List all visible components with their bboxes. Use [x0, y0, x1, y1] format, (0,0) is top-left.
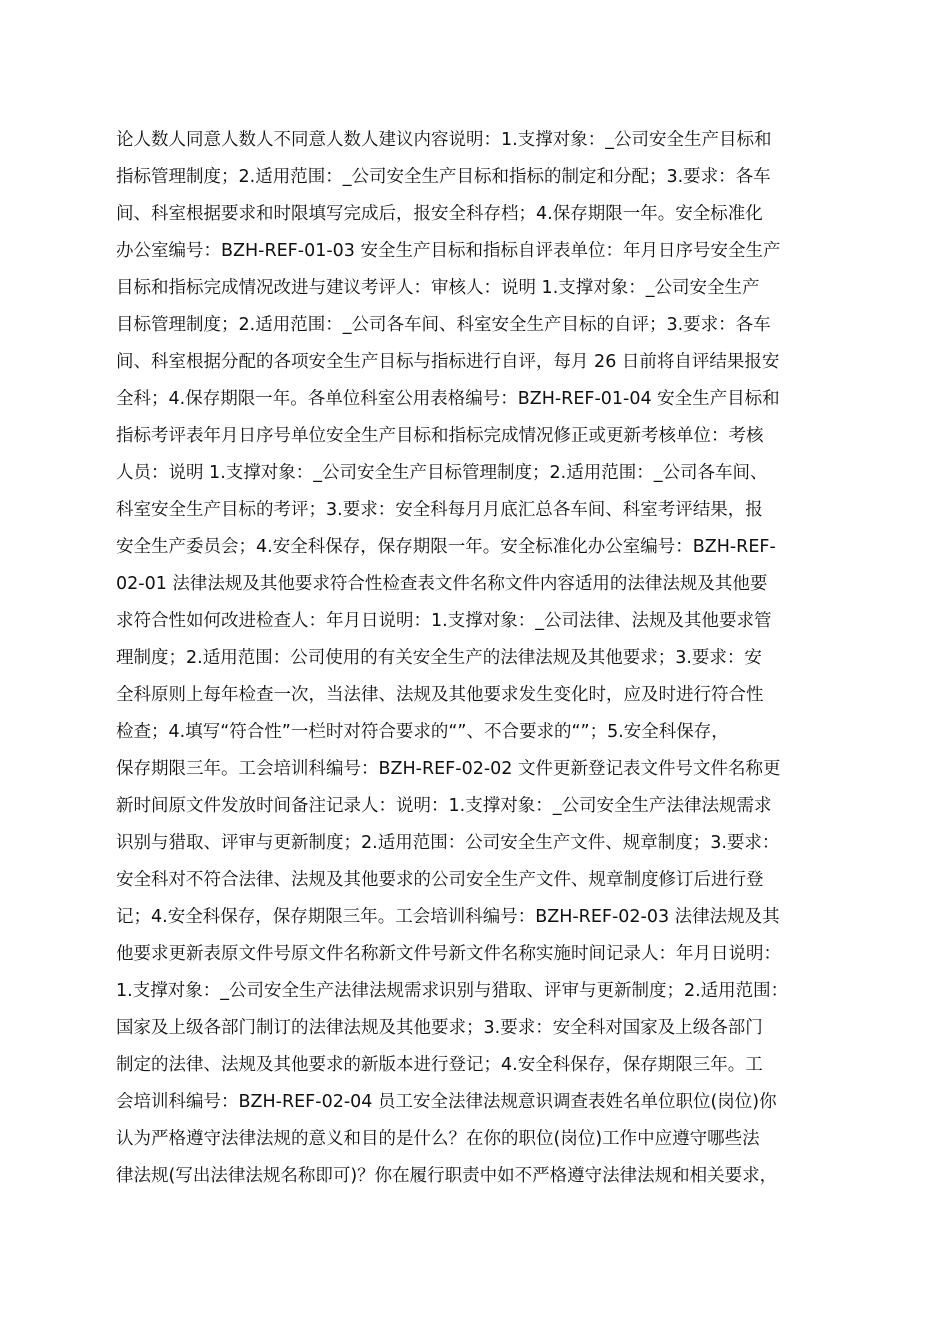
text-line: 他要求更新表原文件号原文件名称新文件号新文件名称实施时间记录人：年月日说明：	[116, 944, 781, 964]
text-line: 指标管理制度；2.适用范围：_公司安全生产目标和指标的制定和分配；3.要求：各车	[116, 167, 771, 187]
text-line: 求符合性如何改进检查人：年月日说明：1.支撑对象：_公司法律、法规及其他要求管	[116, 611, 772, 631]
text-line: 理制度；2.适用范围：公司使用的有关安全生产的法律法规及其他要求；3.要求：安	[116, 648, 762, 668]
text-line: 新时间原文件发放时间备注记录人：说明：1.支撑对象：_公司安全生产法律法规需求	[116, 796, 772, 816]
text-line: 认为严格遵守法律法规的意义和目的是什么？在你的职位(岗位)工作中应遵守哪些法	[116, 1129, 760, 1149]
text-line: 保存期限三年。工会培训科编号：BZH-REF-02-02 文件更新登记表文件号文件名称更	[116, 759, 781, 779]
text-line: 02-01 法律法规及其他要求符合性检查表文件名称文件内容适用的法律法规及其他要	[116, 574, 768, 594]
text-line: 间、科室根据要求和时限填写完成后，报安全科存档；4.保存期限一年。安全标准化	[116, 204, 763, 224]
text-line: 检查；4.填写“符合性”一栏时对符合要求的“”、不合要求的“”；5.安全科保存，	[116, 722, 729, 742]
text-line: 安全生产委员会；4.安全科保存，保存期限一年。安全标准化办公室编号：BZH-REF-	[116, 537, 776, 557]
text-line: 人员：说明 1.支撑对象：_公司安全生产目标管理制度；2.适用范围：_公司各车间、	[116, 463, 768, 483]
text-line: 间、科室根据分配的各项安全生产目标与指标进行自评，每月 26 日前将自评结果报安	[116, 352, 780, 372]
text-line: 全科原则上每年检查一次，当法律、法规及其他要求发生变化时，应及时进行符合性	[116, 685, 764, 705]
text-line: 办公室编号：BZH-REF-01-03 安全生产目标和指标自评表单位：年月日序号安全生产	[116, 241, 781, 261]
text-line: 指标考评表年月日序号单位安全生产目标和指标完成情况修正或更新考核单位：考核	[116, 426, 764, 446]
text-line: 1.支撑对象：_公司安全生产法律法规需求识别与猎取、评审与更新制度；2.适用范围：	[116, 981, 789, 1001]
body-text	[116, 122, 836, 1195]
text-line: 记；4.安全科保存，保存期限三年。工会培训科编号：BZH-REF-02-03 法律法规及其	[116, 907, 780, 927]
text-line: 科室安全生产目标的考评；3.要求：安全科每月月底汇总各车间、科室考评结果，报	[116, 500, 763, 520]
text-line: 目标管理制度；2.适用范围：_公司各车间、科室安全生产目标的自评；3.要求：各车	[116, 315, 771, 335]
text-line: 目标和指标完成情况改进与建议考评人：审核人：说明 1.支撑对象：_公司安全生产	[116, 278, 760, 298]
text-line: 会培训科编号：BZH-REF-02-04 员工安全法律法规意识调查表姓名单位职位(岗位)你	[116, 1092, 777, 1112]
text-line: 制定的法律、法规及其他要求的新版本进行登记；4.安全科保存，保存期限三年。工	[116, 1055, 763, 1075]
text-line: 全科；4.保存期限一年。各单位科室公用表格编号：BZH-REF-01-04 安全生产目标和	[116, 389, 780, 409]
text-line: 安全科对不符合法律、法规及其他要求的公司安全生产文件、规章制度修订后进行登	[116, 870, 764, 890]
text-line: 律法规(写出法律法规名称即可)？你在履行职责中如不严格遵守法律法规和相关要求，	[116, 1166, 778, 1186]
text-line: 国家及上级各部门制订的法律法规及其他要求；3.要求：安全科对国家及上级各部门	[116, 1018, 763, 1038]
text-line: 论人数人同意人数人不同意人数人建议内容说明：1.支撑对象：_公司安全生产目标和	[116, 130, 772, 150]
text-line: 识别与猎取、评审与更新制度；2.适用范围：公司安全生产文件、规章制度；3.要求：	[116, 833, 780, 853]
